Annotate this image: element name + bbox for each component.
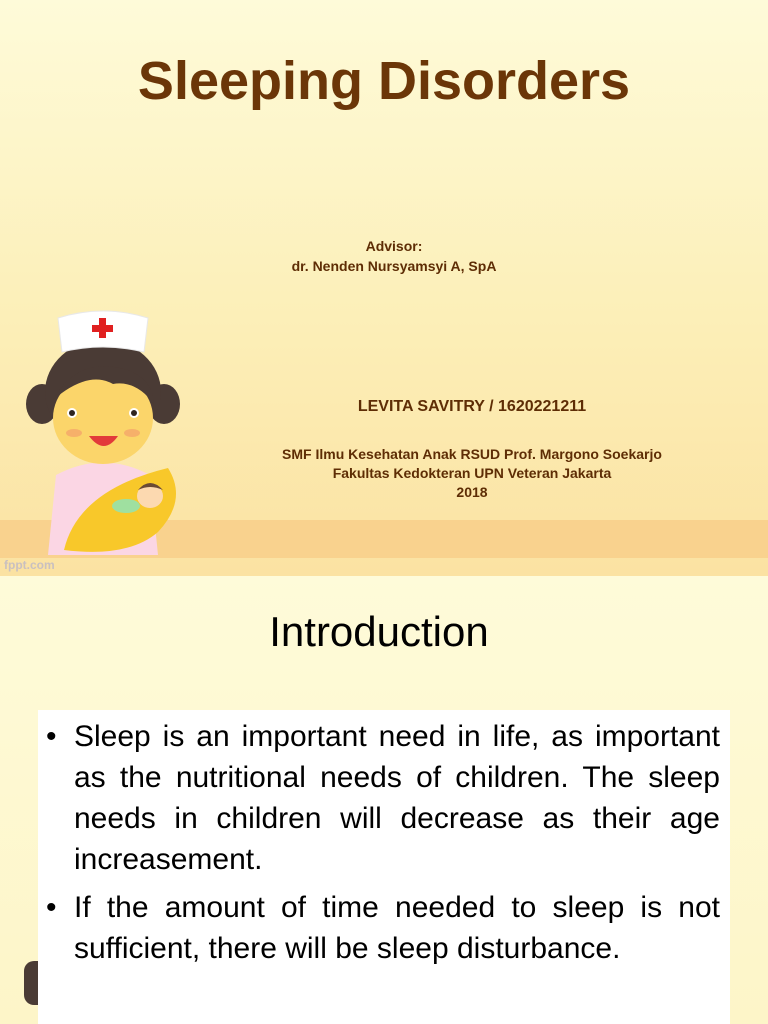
bullet-icon: • [46, 891, 57, 924]
bullet-icon: • [46, 720, 57, 753]
nurse-holding-baby-icon [18, 300, 188, 560]
introduction-slide [0, 576, 768, 1024]
affiliation-line-1: SMF Ilmu Kesehatan Anak RSUD Prof. Margono Soekarjo [282, 446, 662, 462]
bullet-item [46, 716, 720, 880]
bullet-text: Sleep is an important need in life, as important as the nutritional needs of children. The sleep needs in children will decrease as their age increasement. [74, 720, 720, 876]
content-box [38, 710, 730, 1024]
advisor-name: dr. Nenden Nursyamsyi A, SpA [291, 258, 497, 274]
bullet-list [38, 710, 730, 969]
watermark: fppt.com [4, 558, 55, 572]
slide-title: Introduction [269, 608, 489, 655]
affiliation-line-2: Fakultas Kedokteran UPN Veteran Jakarta [332, 465, 612, 481]
bullet-item [46, 887, 720, 969]
affiliation-block [222, 445, 722, 502]
advisor-label: Advisor: [365, 238, 423, 254]
cross-horizontal [92, 325, 113, 332]
slide-title: Sleeping Disorders [137, 51, 631, 111]
advisor-block [0, 236, 768, 276]
bullet-text: If the amount of time needed to sleep is not sufficient, there will be sleep disturbance. [74, 891, 720, 965]
author-name: LEVITA SAVITRY / 1620221211 [357, 398, 587, 415]
affiliation-year: 2018 [456, 484, 488, 500]
